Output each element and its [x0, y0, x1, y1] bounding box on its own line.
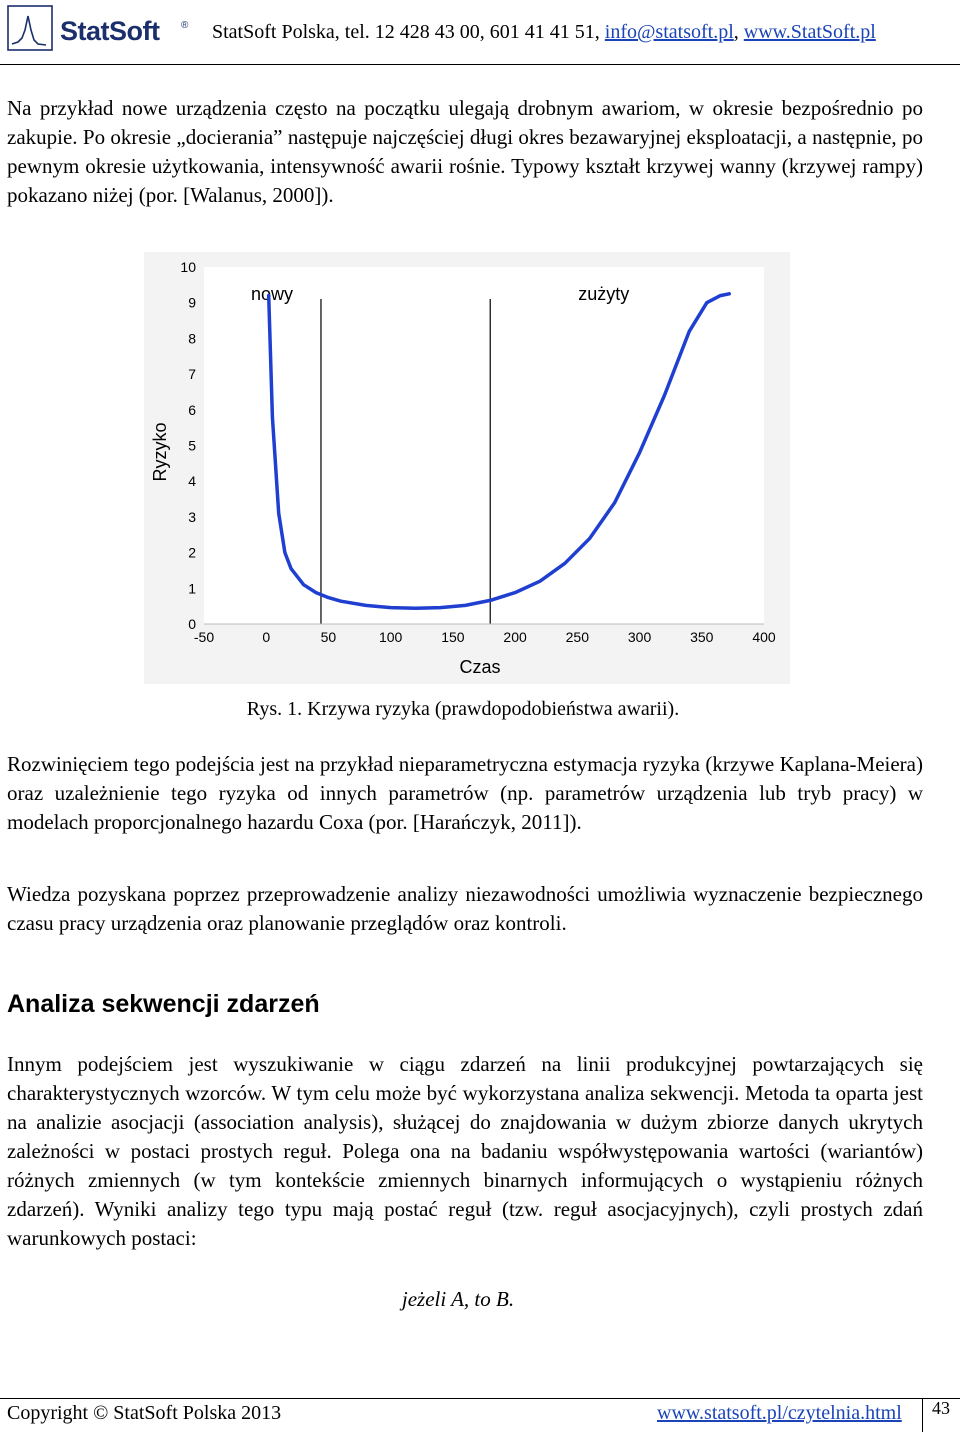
- logo-curve-icon: [12, 16, 46, 45]
- header-contact: [212, 21, 876, 44]
- x-tick-label: 300: [627, 629, 652, 645]
- y-tick-label: 3: [188, 508, 196, 525]
- y-tick-label: 1: [188, 580, 196, 597]
- x-tick-label: 400: [752, 629, 776, 645]
- x-tick-label: 150: [441, 629, 465, 645]
- page-number: 43: [932, 1398, 950, 1418]
- paragraph-sequence-analysis: Innym podejściem jest wyszukiwanie w ciągu zdarzeń na linii produkcyjnej powtarzających się charakterystycznych wzorców. W tym celu może być wykorzystana analiza sekwencji. Metoda ta oparta jest na analizie asocjacji (association analysis), służącej do znajdowania w dużym zbiorze danych ukrytych zależności w postaci prostych reguł. Polega ona na badaniu współwystępowania wartości (wariantów) różnych zmiennych (w tym kontekście zmiennych binarnych informujących o wystąpieniu różnych zdarzeń). Wyniki analizy tego typu mają postać reguł (tzw. reguł asocjacyjnych), czyli prostych zdań warunkowych postaci:: [7, 1052, 923, 1250]
- brand-registered-mark: ®: [181, 20, 189, 31]
- risk-curve-chart: [144, 252, 790, 684]
- y-tick-label: 4: [188, 473, 196, 490]
- header-divider: [0, 64, 960, 65]
- header-contact-text: StatSoft Polska, tel. 12 428 43 00, 601 41 41 51,: [212, 21, 605, 43]
- paragraph-kaplan-meier: Rozwinięciem tego podejścia jest na przykład nieparametryczna estymacja ryzyka (krzywe Kaplana-Meiera) oraz uzależnienie tego ryzyka od innych parametrów (np. parametrów urządzenia lub tryb pracy) w modelach proporcjonalnego hazardu Coxa (por. [Harańczyk, 2011]).: [7, 752, 923, 834]
- footer-divider: [0, 1398, 960, 1399]
- vertical-marker-label: nowy: [250, 284, 294, 304]
- x-tick-label: 350: [690, 629, 714, 645]
- y-tick-label: 5: [188, 437, 196, 454]
- x-tick-label: 200: [503, 629, 527, 645]
- y-tick-label: 7: [188, 366, 196, 383]
- header-separator: ,: [733, 21, 744, 43]
- y-tick-label: 10: [180, 259, 196, 275]
- header-email-link[interactable]: info@statsoft.pl: [604, 21, 734, 43]
- y-tick-label: 6: [188, 401, 196, 418]
- section-title: Analiza sekwencji zdarzeń: [7, 990, 320, 1018]
- x-tick-label: 50: [320, 629, 337, 645]
- paragraph-reliability: Wiedza pozyskana poprzez przeprowadzenie analizy niezawodności umożliwia wyznaczenie bezpiecznego czasu pracy urządzenia oraz planowanie przeglądów oraz kontroli.: [7, 882, 923, 935]
- y-tick-label: 8: [188, 330, 196, 347]
- x-tick-label: 100: [378, 629, 403, 645]
- page-header: [0, 0, 960, 64]
- vertical-marker-label: zużyty: [578, 284, 630, 304]
- header-website-link[interactable]: www.StatSoft.pl: [743, 21, 876, 43]
- x-axis-label: Czas: [459, 657, 501, 677]
- x-tick-label: 250: [565, 629, 590, 645]
- brand-name: StatSoft: [60, 16, 160, 46]
- risk-curve-figure: [144, 252, 790, 684]
- x-tick-label: -50: [193, 629, 215, 645]
- plot-area: [204, 267, 764, 624]
- paragraph-intro: Na przykład nowe urządzenia często na początku ulegają drobnym awariom, w okresie bezpośrednio po zakupie. Po okresie „docierania” następuje najczęściej długi okres bezawaryjnej eksploatacji, a następnie, po pewnym okresie użytkowania, intensywność awarii rośnie. Typowy kształt krzywej wanny (krzywej rampy) pokazano niżej (por. [Walanus, 2000]).: [7, 96, 923, 207]
- rule-formula: jeżeli A, to B.: [401, 1287, 515, 1311]
- y-tick-label: 0: [188, 616, 196, 632]
- y-axis-label: Ryzyko: [150, 422, 170, 482]
- footer-copyright: Copyright © StatSoft Polska 2013: [7, 1402, 282, 1424]
- figure-caption: Rys. 1. Krzywa ryzyka (prawdopodobieństwa awarii).: [246, 698, 680, 720]
- y-tick-label: 2: [188, 544, 196, 561]
- y-tick-label: 9: [188, 294, 196, 311]
- footer-reading-room-link[interactable]: www.statsoft.pl/czytelnia.html: [657, 1402, 902, 1424]
- x-tick-label: 0: [262, 629, 271, 645]
